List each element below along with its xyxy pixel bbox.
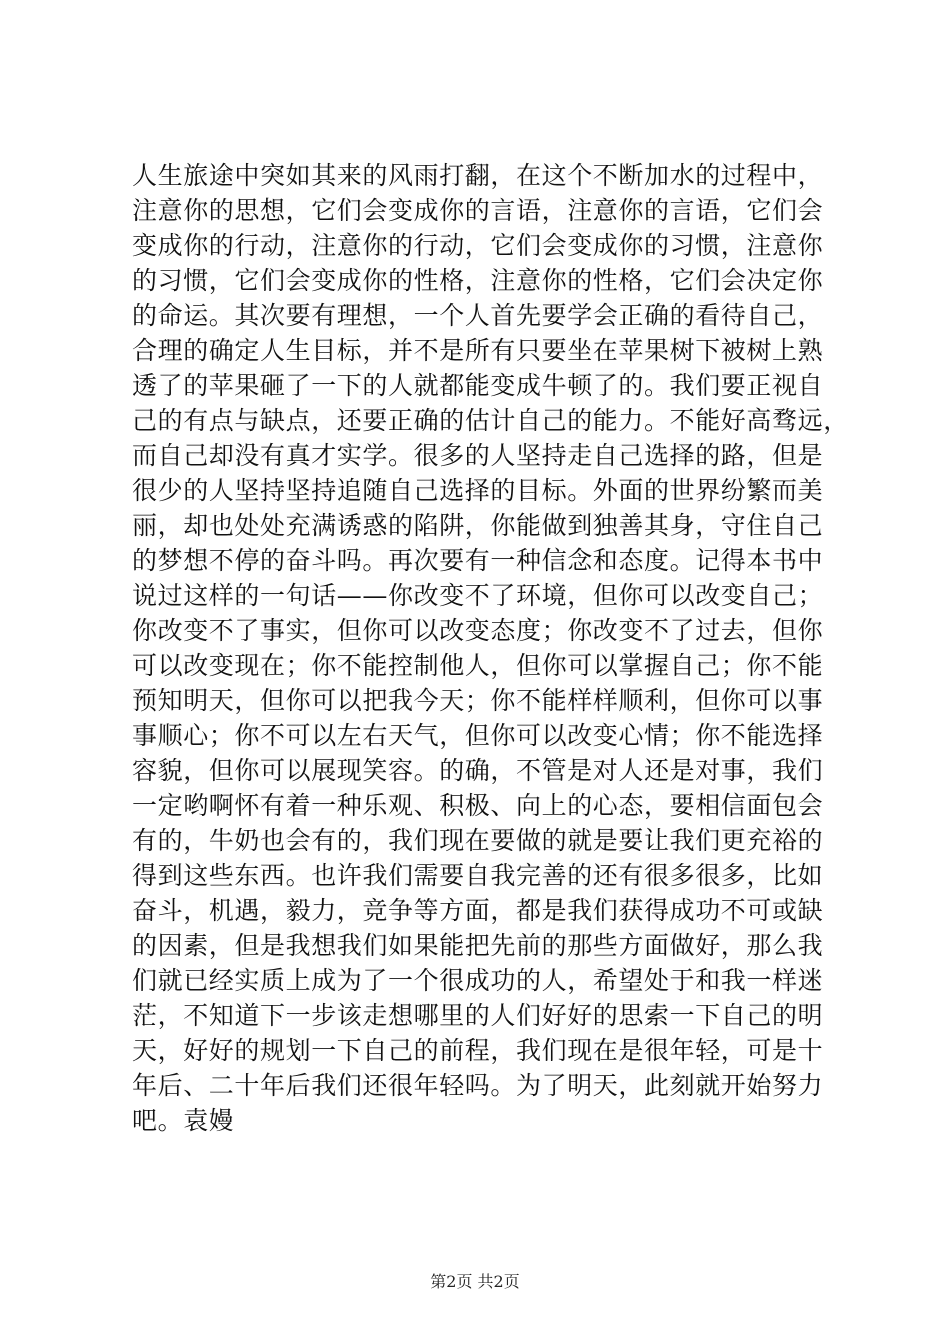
body-paragraph [132, 158, 849, 1138]
text-line: 事顺心；你不可以左右天气，但你可以改变心情；你不能选择 [132, 721, 824, 750]
text-line: 们就已经实质上成为了一个很成功的人，希望处于和我一样迷 [132, 966, 824, 995]
text-line: 的梦想不停的奋斗吗。再次要有一种信念和态度。记得本书中 [132, 546, 824, 575]
text-line: 合理的确定人生目标，并不是所有只要坐在苹果树下被树上熟 [132, 336, 824, 365]
text-line: 注意你的思想，它们会变成你的言语，注意你的言语，它们会 [132, 196, 824, 225]
text-line: 茫，不知道下一步该走想哪里的人们好好的思索一下自己的明 [132, 1001, 824, 1030]
text-line: 的习惯，它们会变成你的性格，注意你的性格，它们会决定你 [132, 266, 824, 295]
text-line: 己的有点与缺点，还要正确的估计自己的能力。不能好高骛远， [132, 406, 849, 435]
text-line: 容貌，但你可以展现笑容。的确，不管是对人还是对事，我们 [132, 756, 824, 785]
text-line: 的命运。其次要有理想，一个人首先要学会正确的看待自己， [132, 301, 824, 330]
text-line: 可以改变现在；你不能控制他人，但你可以掌握自己；你不能 [132, 651, 824, 680]
text-line: 丽，却也处处充满诱惑的陷阱，你能做到独善其身，守住自己 [132, 511, 824, 540]
text-line: 变成你的行动，注意你的行动，它们会变成你的习惯，注意你 [132, 231, 824, 260]
text-line: 说过这样的一句话——你改变不了环境，但你可以改变自己； [132, 581, 824, 610]
text-line: 奋斗，机遇，毅力，竞争等方面，都是我们获得成功不可或缺 [132, 896, 824, 925]
text-line: 透了的苹果砸了一下的人就都能变成牛顿了的。我们要正视自 [132, 371, 824, 400]
text-line: 有的，牛奶也会有的，我们现在要做的就是要让我们更充裕的 [132, 826, 824, 855]
text-line: 吧。袁嫚 [132, 1106, 235, 1135]
text-line: 一定哟啊怀有着一种乐观、积极、向上的心态，要相信面包会 [132, 791, 824, 820]
text-line: 很少的人坚持坚持追随自己选择的目标。外面的世界纷繁而美 [132, 476, 824, 505]
text-line: 的因素，但是我想我们如果能把先前的那些方面做好，那么我 [132, 931, 824, 960]
text-line: 天，好好的规划一下自己的前程，我们现在是很年轻，可是十 [132, 1036, 824, 1065]
text-line: 人生旅途中突如其来的风雨打翻，在这个不断加水的过程中， [132, 161, 824, 190]
text-line: 你改变不了事实，但你可以改变态度；你改变不了过去，但你 [132, 616, 824, 645]
text-line: 年后、二十年后我们还很年轻吗。为了明天，此刻就开始努力 [132, 1071, 824, 1100]
text-line: 预知明天，但你可以把我今天；你不能样样顺利，但你可以事 [132, 686, 824, 715]
text-line: 得到这些东西。也许我们需要自我完善的还有很多很多，比如 [132, 861, 824, 890]
page-number-footer: 第2页 共2页 [430, 1272, 520, 1291]
text-line: 而自己却没有真才实学。很多的人坚持走自己选择的路，但是 [132, 441, 824, 470]
